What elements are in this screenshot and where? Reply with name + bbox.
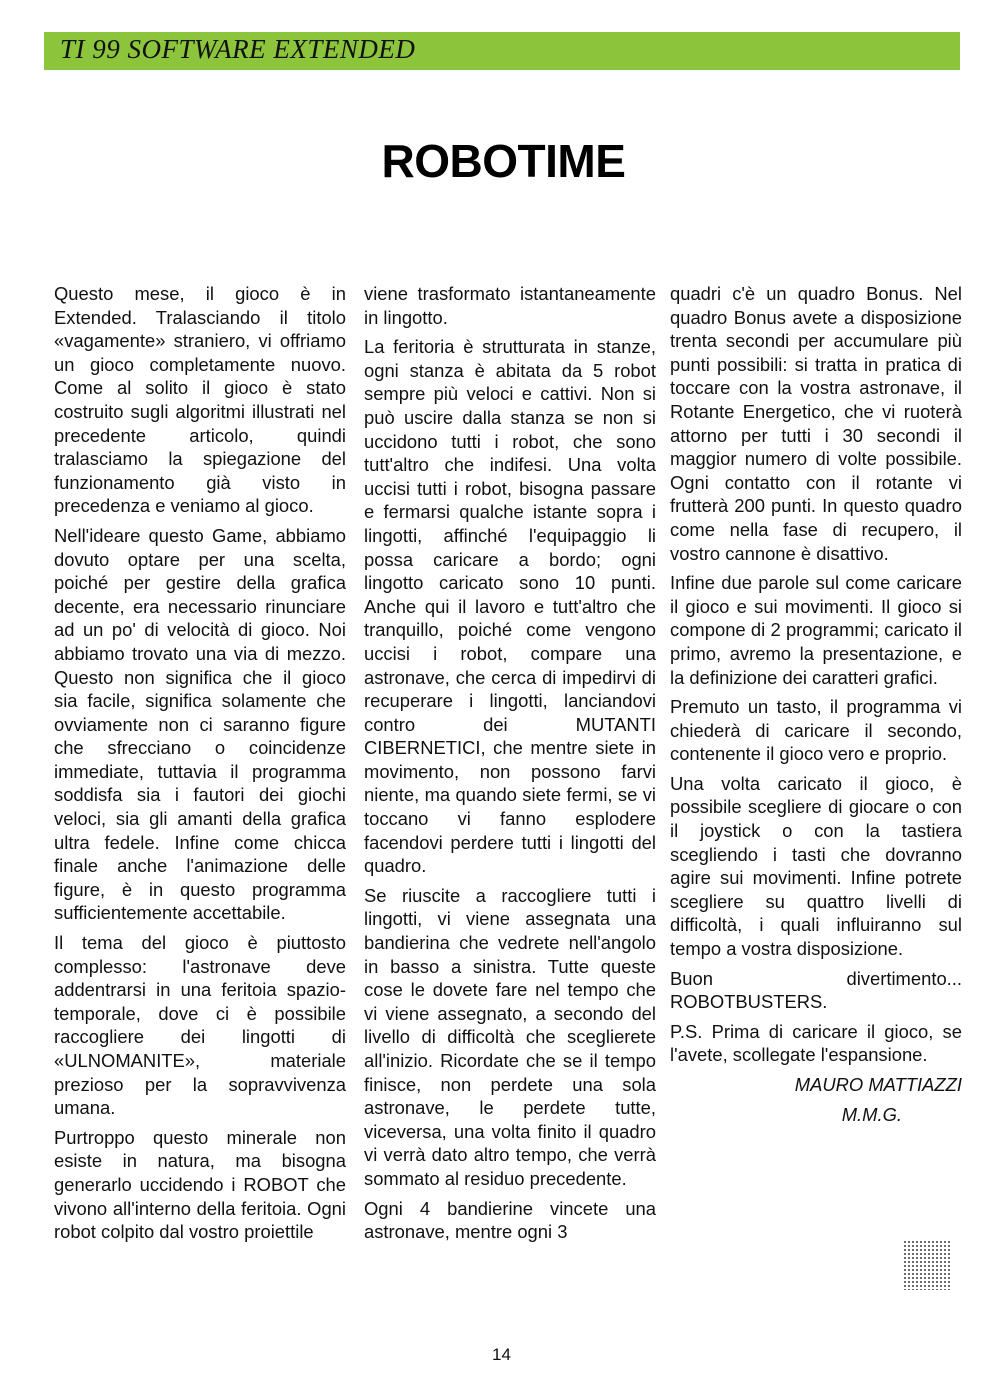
paragraph: Se riuscite a raccogliere tutti i lingotti, vi viene assegnata una bandierina che vedrete nell'angolo in basso a sinistra. Tutte queste cose le dovete fare nel tempo che vi viene assegnato, a secondo del livello di difficoltà che sceglierete all'inizio. Ricordate che se il tempo finisce, non perdete una sola astronave, le perdete tutte, viceversa, una volta finito il quadro vi verrà dato altro tempo, che verrà sommato al residuo precedente. xyxy=(364,884,656,1189)
paragraph: Nell'ideare questo Game, abbiamo dovuto optare per una scelta, poiché per gestire della grafica decente, era necessario rinunciare ad un po' di velocità di gioco. Noi abbiamo trovato una via di mezzo. Questo non significa che il gioco sia facile, significa solamente che ovviamente non ci saranno figure che sfrecciano o coincidenze immediate, tuttavia il programma soddisfa sia i fautori dei giochi veloci, sia gli amanti della grafica ultra fedele. Infine come chicca finale anche l'animazione delle figure, è in questo programma sufficientemente accettabile. xyxy=(54,524,346,924)
paragraph: Purtroppo questo minerale non esiste in natura, ma bisogna generarlo uccidendo i ROBOT che vivono all'interno della feritoia. Ogni robot colpito dal vostro proiettile xyxy=(54,1126,346,1243)
paragraph: Buon divertimento... ROBOTBUSTERS. xyxy=(670,967,962,1013)
paragraph: viene trasformato istantaneamente in lingotto. xyxy=(364,283,656,328)
paragraph: Questo mese, il gioco è in Extended. Tralasciando il titolo «vagamente» straniero, vi offriamo un gioco completamente nuovo. Come al solito il gioco è stato costruito sugli algoritmi illustrati nel precedente articolo, quindi tralasciamo la spiegazione del funzionamento già visto in precedenza e veniamo al gioco. xyxy=(54,283,346,517)
paragraph: quadri c'è un quadro Bonus. Nel quadro Bonus avete a disposizione trenta secondi per accumulare più punti possibili: si tratta in pratica di toccare con la vostra astronave, il Rotante Energetico, che vi ruoterà attorno per tutti i 30 secondi il maggior numero di volte possibile. Ogni contatto con il rotante vi frutterà 200 punti. In questo quadro come nella fase di recupero, il vostro cannone è disattivo. xyxy=(670,283,962,564)
paragraph: P.S. Prima di caricare il gioco, se l'avete, scollegate l'espansione. xyxy=(670,1020,962,1066)
section-title: TI 99 SOFTWARE EXTENDED xyxy=(60,34,416,64)
section-banner xyxy=(44,32,960,70)
paragraph: Infine due parole sul come caricare il gioco e sui movimenti. Il gioco si compone di 2 programmi; caricato il primo, avremo la presentazione, e la definizione dei caratteri grafici. xyxy=(670,572,962,688)
end-mark-dot-pattern xyxy=(903,1240,951,1290)
article-column-2 xyxy=(364,282,656,1244)
article-column-1 xyxy=(54,282,346,1244)
paragraph: La feritoria è strutturata in stanze, ogni stanza è abitata da 5 robot sempre più veloci e cattivi. Non si può uscire dalla stanza se non si uccidono tutti i robot, che sono tutt'altro che indifesi. Una volta uccisi tutti i robot, bisogna passare e fermarsi qualche istante sopra i lingotti, affinché l'equipaggio li possa caricare a bordo; ogni lingotto caricato sono 10 punti. Anche qui il lavoro e tutt'altro che tranquillo, poiché come vengono uccisi i robot, compare una astronave, che cerca di impedirvi di recuperare i lingotti, lanciandovi contro dei MUTANTI CIBERNETICI, che mentre siete in movimento, non possono farvi niente, ma quando siete fermi, se vi toccano vi fanno esplodere facendovi perdere tutti i lingotti del quadro. xyxy=(364,336,656,877)
author-name: MAURO MATTIAZZI xyxy=(794,1074,962,1095)
paragraph: Una volta caricato il gioco, è possibile scegliere di giocare o con il joystick o con la tastiera scegliendo i tasti che dovranno agire sui movimenti. Infine potrete scegliere su quattro livelli di difficoltà, i quali influiranno sul tempo a vostra disposizione. xyxy=(670,772,962,960)
article-column-3 xyxy=(670,282,962,1126)
paragraph: Premuto un tasto, il programma vi chiederà di caricare il secondo, contenente il gioco vero e proprio. xyxy=(670,696,962,765)
article-title: ROBOTIME xyxy=(381,135,626,187)
paragraph: Il tema del gioco è piuttosto complesso: l'astronave deve addentrarsi in una feritoia spazio-temporale, dove ci è possibile raccogliere dei lingotti di «ULNOMANITE», materiale prezioso per la sopravvivenza umana. xyxy=(54,932,346,1119)
paragraph: Ogni 4 bandierine vincete una astronave, mentre ogni 3 xyxy=(364,1197,656,1243)
author-initials: M.M.G. xyxy=(841,1103,902,1125)
page-number: 14 xyxy=(492,1345,511,1364)
